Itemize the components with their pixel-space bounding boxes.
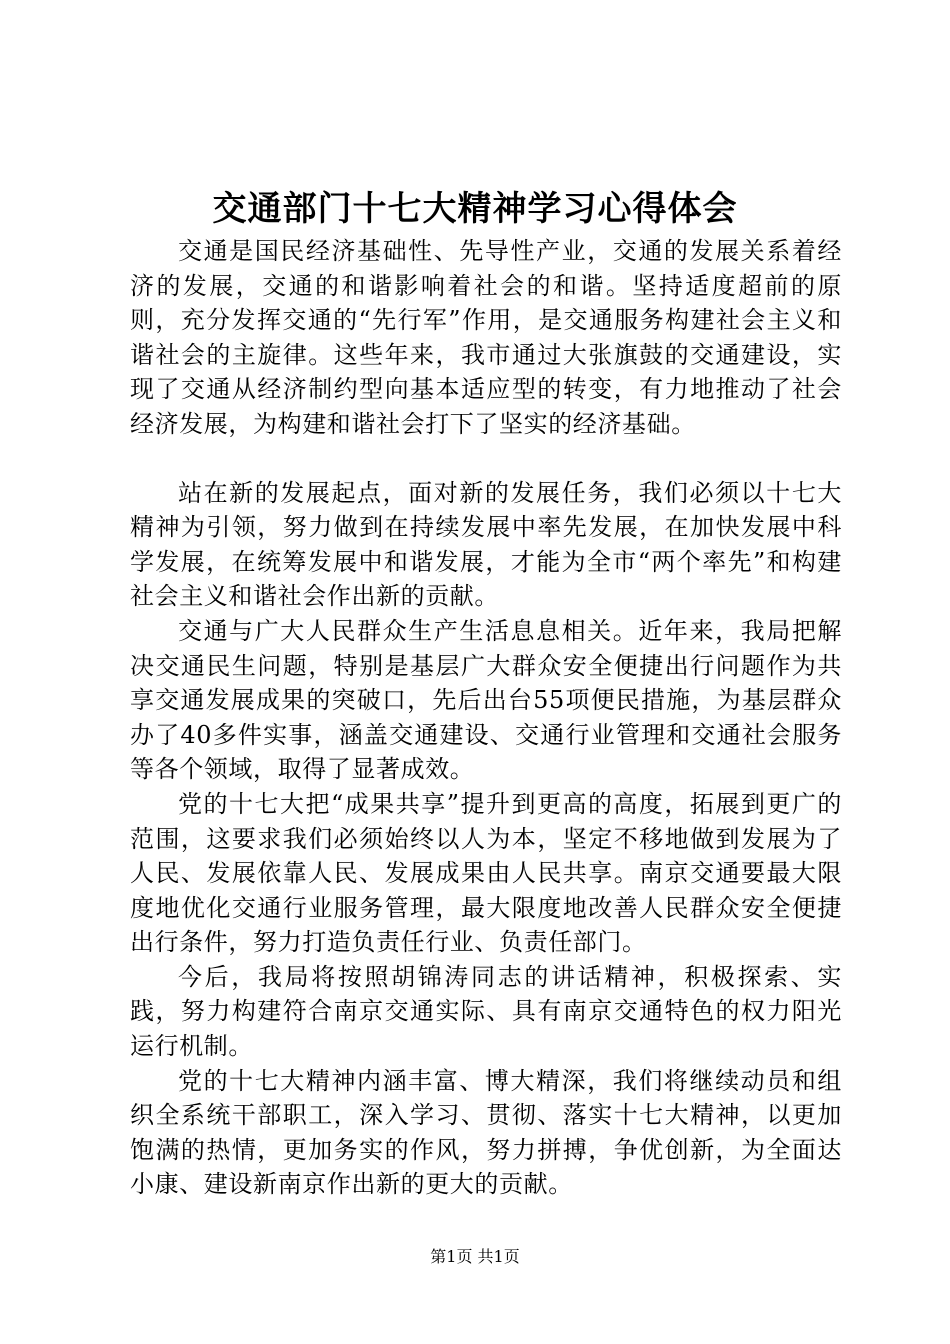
paragraph-3: 交通与广大人民群众生产生活息息相关。近年来，我局把解决交通民生问题，特别是基层广大群众安全便捷出行问题作为共享交通发展成果的突破口，先后出台55项便民措施，为基层群众办了40多件实事，涵盖交通建设、交通行业管理和交通社会服务等各个领域，取得了显著成效。: [130, 616, 842, 784]
paragraph-5: 今后，我局将按照胡锦涛同志的讲话精神，积极探索、实践，努力构建符合南京交通实际、具有南京交通特色的权力阳光运行机制。: [130, 962, 842, 1061]
paragraph-4: 党的十七大把“成果共享”提升到更高的高度，拓展到更广的范围，这要求我们必须始终以人为本，坚定不移地做到发展为了人民、发展依靠人民、发展成果由人民共享。南京交通要最大限度地优化交通行业服务管理，最大限度地改善人民群众安全便捷出行条件，努力打造负责任行业、负责任部门。: [130, 789, 842, 957]
paragraph-2: 站在新的发展起点，面对新的发展任务，我们必须以十七大精神为引领，努力做到在持续发展中率先发展，在加快发展中科学发展，在统筹发展中和谐发展，才能为全市“两个率先”和构建社会主义和谐社会作出新的贡献。: [130, 478, 842, 611]
document-title: 交通部门十七大精神学习心得体会: [212, 189, 738, 229]
page-footer: 第1页 共1页: [430, 1247, 520, 1266]
paragraph-1: 交通是国民经济基础性、先导性产业，交通的发展关系着经济的发展，交通的和谐影响着社会的和谐。坚持适度超前的原则，充分发挥交通的“先行军”作用，是交通服务构建社会主义和谐社会的主旋律。这些年来，我市通过大张旗鼓的交通建设，实现了交通从经济制约型向基本适应型的转变，有力地推动了社会经济发展，为构建和谐社会打下了坚实的经济基础。: [130, 237, 842, 438]
document-body: [130, 234, 842, 1202]
paragraph-6: 党的十七大精神内涵丰富、博大精深，我们将继续动员和组织全系统干部职工，深入学习、贯彻、落实十七大精神，以更加饱满的热情，更加务实的作风，努力拼搏，争优创新，为全面达小康、建设新南京作出新的更大的贡献。: [130, 1066, 842, 1199]
